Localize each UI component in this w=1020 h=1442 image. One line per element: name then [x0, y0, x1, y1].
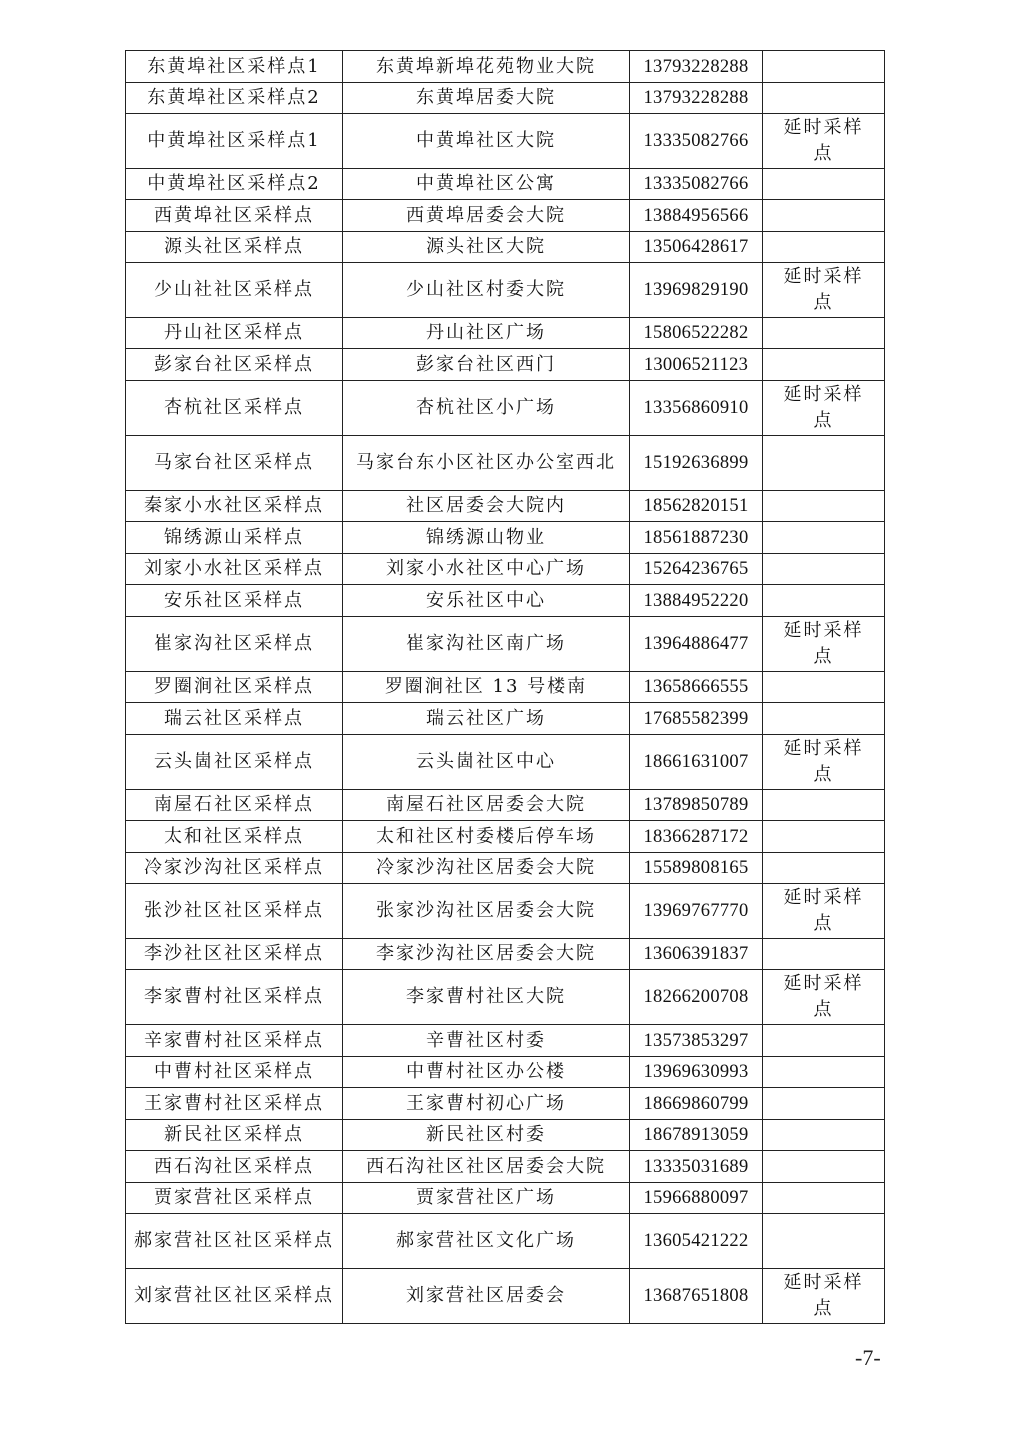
table-row	[126, 585, 885, 617]
sampling-sites-table	[125, 50, 885, 1324]
note-cell	[763, 200, 885, 232]
site-location-cell: 中曹村社区办公楼	[343, 1057, 630, 1088]
note-cell	[763, 821, 885, 853]
phone-cell: 13006521123	[630, 349, 763, 381]
phone-cell: 13969829190	[630, 263, 763, 318]
site-name-cell: 贾家营社区采样点	[126, 1183, 343, 1214]
site-name-cell: 丹山社区采样点	[126, 318, 343, 349]
site-location-cell: 郝家营社区文化广场	[343, 1214, 630, 1269]
site-name-cell: 源头社区采样点	[126, 232, 343, 263]
site-location-cell: 刘家营社区居委会	[343, 1269, 630, 1324]
table-row	[126, 1057, 885, 1088]
table-row	[126, 114, 885, 169]
site-location-cell: 马家台东小区社区办公室西北	[343, 436, 630, 491]
site-location-cell: 李家沙沟社区居委会大院	[343, 939, 630, 970]
site-name-cell: 太和社区采样点	[126, 821, 343, 853]
site-location-cell: 丹山社区广场	[343, 318, 630, 349]
site-name-cell: 云头崮社区采样点	[126, 735, 343, 790]
table-row	[126, 821, 885, 853]
table-row	[126, 1088, 885, 1120]
site-name-cell: 杏杭社区采样点	[126, 381, 343, 436]
note-cell	[763, 232, 885, 263]
phone-cell: 18266200708	[630, 970, 763, 1025]
site-name-cell: 李沙社区社区采样点	[126, 939, 343, 970]
site-name-cell: 西黄埠社区采样点	[126, 200, 343, 232]
table-row	[126, 939, 885, 970]
site-name-cell: 中曹村社区采样点	[126, 1057, 343, 1088]
site-location-cell: 南屋石社区居委会大院	[343, 790, 630, 821]
phone-cell: 18669860799	[630, 1088, 763, 1120]
note-cell: 延时采样点	[763, 263, 885, 318]
site-location-cell: 冷家沙沟社区居委会大院	[343, 853, 630, 884]
table-row	[126, 617, 885, 672]
table-row	[126, 672, 885, 703]
note-cell	[763, 522, 885, 554]
site-location-cell: 贾家营社区广场	[343, 1183, 630, 1214]
site-location-cell: 少山社区村委大院	[343, 263, 630, 318]
site-name-cell: 刘家小水社区采样点	[126, 554, 343, 585]
table-row	[126, 83, 885, 114]
site-location-cell: 太和社区村委楼后停车场	[343, 821, 630, 853]
phone-cell: 15806522282	[630, 318, 763, 349]
site-name-cell: 李家曹村社区采样点	[126, 970, 343, 1025]
phone-cell: 15264236765	[630, 554, 763, 585]
site-location-cell: 崔家沟社区南广场	[343, 617, 630, 672]
note-cell	[763, 169, 885, 200]
site-location-cell: 王家曹村初心广场	[343, 1088, 630, 1120]
phone-cell: 13335082766	[630, 169, 763, 200]
site-name-cell: 张沙社区社区采样点	[126, 884, 343, 939]
site-name-cell: 辛家曹村社区采样点	[126, 1025, 343, 1057]
table-row	[126, 51, 885, 83]
phone-cell: 15192636899	[630, 436, 763, 491]
note-cell	[763, 585, 885, 617]
site-location-cell: 新民社区村委	[343, 1120, 630, 1151]
site-location-cell: 社区居委会大院内	[343, 491, 630, 522]
site-name-cell: 瑞云社区采样点	[126, 703, 343, 735]
table-row	[126, 263, 885, 318]
note-cell: 延时采样点	[763, 617, 885, 672]
site-name-cell: 东黄埠社区采样点1	[126, 51, 343, 83]
site-location-cell: 东黄埠新埠花苑物业大院	[343, 51, 630, 83]
table-row	[126, 853, 885, 884]
note-cell: 延时采样点	[763, 381, 885, 436]
page-number: -7-	[855, 1345, 881, 1370]
phone-cell: 13605421222	[630, 1214, 763, 1269]
note-cell: 延时采样点	[763, 1269, 885, 1324]
phone-cell: 13789850789	[630, 790, 763, 821]
site-name-cell: 少山社社区采样点	[126, 263, 343, 318]
table-row	[126, 349, 885, 381]
site-location-cell: 刘家小水社区中心广场	[343, 554, 630, 585]
phone-cell: 13687651808	[630, 1269, 763, 1324]
note-cell	[763, 703, 885, 735]
table-row	[126, 790, 885, 821]
phone-cell: 18661631007	[630, 735, 763, 790]
phone-cell: 13335082766	[630, 114, 763, 169]
note-cell	[763, 790, 885, 821]
table-row	[126, 232, 885, 263]
table-row	[126, 1120, 885, 1151]
site-name-cell: 彭家台社区采样点	[126, 349, 343, 381]
note-cell	[763, 83, 885, 114]
note-cell	[763, 491, 885, 522]
site-name-cell: 罗圈涧社区采样点	[126, 672, 343, 703]
note-cell	[763, 1088, 885, 1120]
phone-cell: 13506428617	[630, 232, 763, 263]
phone-cell: 13884956566	[630, 200, 763, 232]
site-location-cell: 锦绣源山物业	[343, 522, 630, 554]
site-name-cell: 锦绣源山采样点	[126, 522, 343, 554]
site-name-cell: 王家曹村社区采样点	[126, 1088, 343, 1120]
phone-cell: 13573853297	[630, 1025, 763, 1057]
phone-cell: 13793228288	[630, 51, 763, 83]
table-row	[126, 1214, 885, 1269]
note-cell: 延时采样点	[763, 735, 885, 790]
note-cell	[763, 1057, 885, 1088]
note-cell	[763, 554, 885, 585]
site-location-cell: 张家沙沟社区居委会大院	[343, 884, 630, 939]
phone-cell: 18561887230	[630, 522, 763, 554]
site-location-cell: 西石沟社区社区居委会大院	[343, 1151, 630, 1183]
table-row	[126, 884, 885, 939]
phone-cell: 13356860910	[630, 381, 763, 436]
phone-cell: 13606391837	[630, 939, 763, 970]
table-row	[126, 1151, 885, 1183]
site-name-cell: 秦家小水社区采样点	[126, 491, 343, 522]
site-location-cell: 云头崮社区中心	[343, 735, 630, 790]
site-name-cell: 刘家营社区社区采样点	[126, 1269, 343, 1324]
phone-cell: 13969767770	[630, 884, 763, 939]
table-row	[126, 522, 885, 554]
table-row	[126, 970, 885, 1025]
site-location-cell: 辛曹社区村委	[343, 1025, 630, 1057]
site-location-cell: 安乐社区中心	[343, 585, 630, 617]
note-cell	[763, 672, 885, 703]
phone-cell: 18562820151	[630, 491, 763, 522]
note-cell	[763, 939, 885, 970]
note-cell	[763, 853, 885, 884]
note-cell	[763, 1151, 885, 1183]
phone-cell: 15589808165	[630, 853, 763, 884]
phone-cell: 13658666555	[630, 672, 763, 703]
phone-cell: 18366287172	[630, 821, 763, 853]
phone-cell: 13969630993	[630, 1057, 763, 1088]
site-location-cell: 彭家台社区西门	[343, 349, 630, 381]
site-location-cell: 西黄埠居委会大院	[343, 200, 630, 232]
note-cell: 延时采样点	[763, 970, 885, 1025]
table-row	[126, 169, 885, 200]
table-row	[126, 436, 885, 491]
table-row	[126, 554, 885, 585]
site-name-cell: 东黄埠社区采样点2	[126, 83, 343, 114]
phone-cell: 18678913059	[630, 1120, 763, 1151]
site-location-cell: 东黄埠居委大院	[343, 83, 630, 114]
note-cell	[763, 1025, 885, 1057]
table-row	[126, 1183, 885, 1214]
table-row	[126, 491, 885, 522]
table-row	[126, 381, 885, 436]
note-cell	[763, 1120, 885, 1151]
site-name-cell: 崔家沟社区采样点	[126, 617, 343, 672]
note-cell	[763, 318, 885, 349]
table-row	[126, 1269, 885, 1324]
table-row	[126, 703, 885, 735]
site-location-cell: 中黄埠社区公寓	[343, 169, 630, 200]
site-name-cell: 中黄埠社区采样点1	[126, 114, 343, 169]
site-name-cell: 中黄埠社区采样点2	[126, 169, 343, 200]
site-name-cell: 郝家营社区社区采样点	[126, 1214, 343, 1269]
table-body	[126, 51, 885, 1324]
note-cell	[763, 51, 885, 83]
site-name-cell: 冷家沙沟社区采样点	[126, 853, 343, 884]
phone-cell: 13793228288	[630, 83, 763, 114]
site-location-cell: 瑞云社区广场	[343, 703, 630, 735]
note-cell: 延时采样点	[763, 114, 885, 169]
phone-cell: 15966880097	[630, 1183, 763, 1214]
note-cell	[763, 349, 885, 381]
site-name-cell: 西石沟社区采样点	[126, 1151, 343, 1183]
note-cell: 延时采样点	[763, 884, 885, 939]
table-row	[126, 735, 885, 790]
note-cell	[763, 436, 885, 491]
site-name-cell: 新民社区采样点	[126, 1120, 343, 1151]
site-location-cell: 源头社区大院	[343, 232, 630, 263]
site-location-cell: 中黄埠社区大院	[343, 114, 630, 169]
site-location-cell: 李家曹村社区大院	[343, 970, 630, 1025]
phone-cell: 13335031689	[630, 1151, 763, 1183]
note-cell	[763, 1214, 885, 1269]
site-name-cell: 马家台社区采样点	[126, 436, 343, 491]
phone-cell: 13964886477	[630, 617, 763, 672]
site-location-cell: 杏杭社区小广场	[343, 381, 630, 436]
phone-cell: 17685582399	[630, 703, 763, 735]
table-row	[126, 318, 885, 349]
site-name-cell: 南屋石社区采样点	[126, 790, 343, 821]
site-name-cell: 安乐社区采样点	[126, 585, 343, 617]
site-location-cell: 罗圈涧社区 13 号楼南	[343, 672, 630, 703]
phone-cell: 13884952220	[630, 585, 763, 617]
note-cell	[763, 1183, 885, 1214]
table-row	[126, 1025, 885, 1057]
table-row	[126, 200, 885, 232]
